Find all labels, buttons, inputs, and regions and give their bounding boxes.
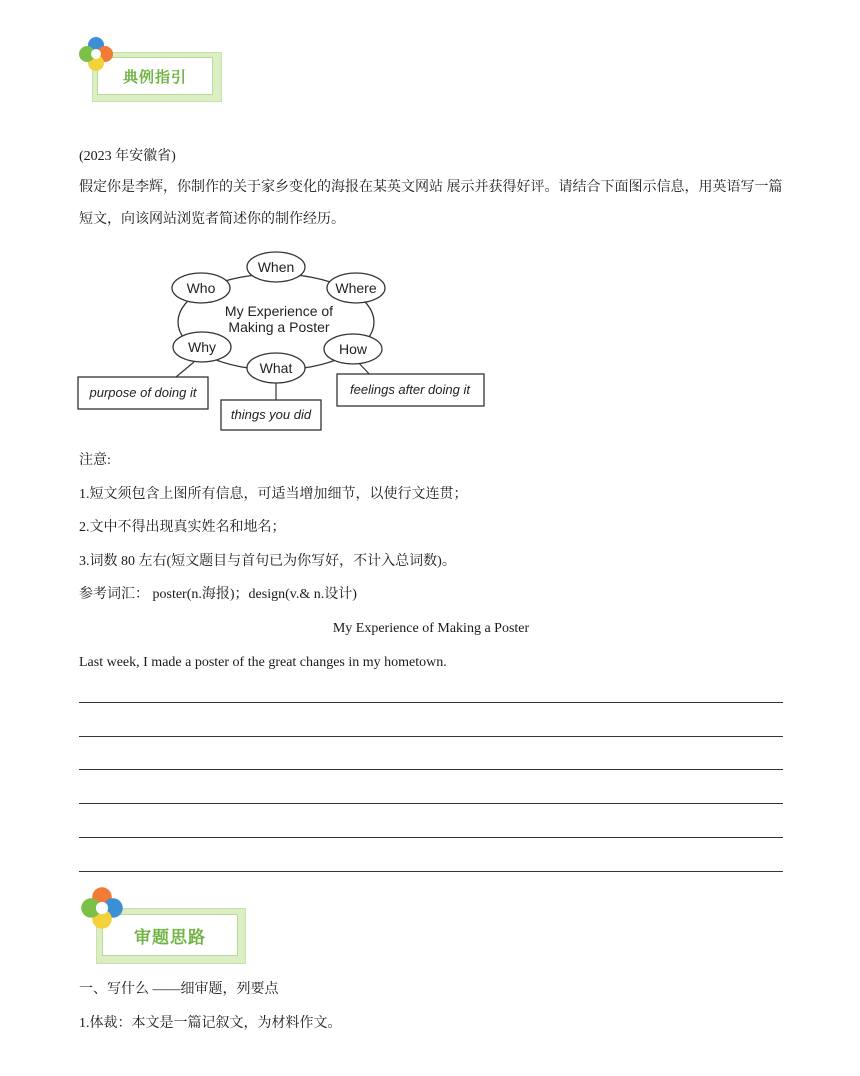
node-when: When <box>257 259 295 275</box>
center-title-line2: Making a Poster <box>228 319 330 335</box>
note-item-3: 3.词数 80 左右(短文题目与首句已为你写好，不计入总词数)。 <box>79 554 456 569</box>
analysis-heading: 一、写什么 ——细审题，列要点 <box>79 982 279 997</box>
answer-line <box>79 702 783 703</box>
answer-line <box>79 871 783 872</box>
answer-line <box>79 803 783 804</box>
box-how-label: feelings after doing it <box>350 382 470 397</box>
flower-icon <box>80 886 124 930</box>
answer-line <box>79 837 783 838</box>
box-why-label: purpose of doing it <box>89 385 197 400</box>
answer-line <box>79 769 783 770</box>
section-title-analysis: 审题思路 <box>134 927 206 948</box>
node-why: Why <box>188 339 216 355</box>
node-how: How <box>338 341 368 357</box>
node-what: What <box>259 360 293 376</box>
center-title-line1: My Experience of <box>224 303 334 319</box>
analysis-item-1: 1.体裁：本文是一篇记叙文，为材料作文。 <box>79 1016 342 1031</box>
essay-title: My Experience of Making a Poster <box>332 621 530 636</box>
mind-map-diagram <box>76 246 496 436</box>
node-where: Where <box>335 280 377 296</box>
source-line: (2023 年安徽省) <box>79 149 176 164</box>
note-item-2: 2.文中不得出现真实姓名和地名； <box>79 520 286 535</box>
notes-heading: 注意: <box>79 453 111 468</box>
essay-first-sentence: Last week, I made a poster of the great changes in my hometown. <box>79 655 447 670</box>
answer-line <box>79 736 783 737</box>
note-item-1: 1.短文须包含上图所有信息，可适当增加细节，以使行文连贯； <box>79 487 468 502</box>
vocab-line: 参考词汇： poster(n.海报)；design(v.& n.设计) <box>79 587 357 602</box>
flower-icon <box>78 36 114 72</box>
prompt-paragraph: 假定你是李辉，你制作的关于家乡变化的海报在某英文网站 展示并获得好评。请结合下面图示信息，用英语写一篇短文，向该网站浏览者简述你的制作经历。 <box>79 180 783 227</box>
box-what-label: things you did <box>230 407 312 422</box>
section-badge-analysis <box>80 886 248 966</box>
section-title-example: 典例指引 <box>122 67 187 86</box>
section-badge-example <box>78 36 224 104</box>
node-who: Who <box>186 280 216 296</box>
